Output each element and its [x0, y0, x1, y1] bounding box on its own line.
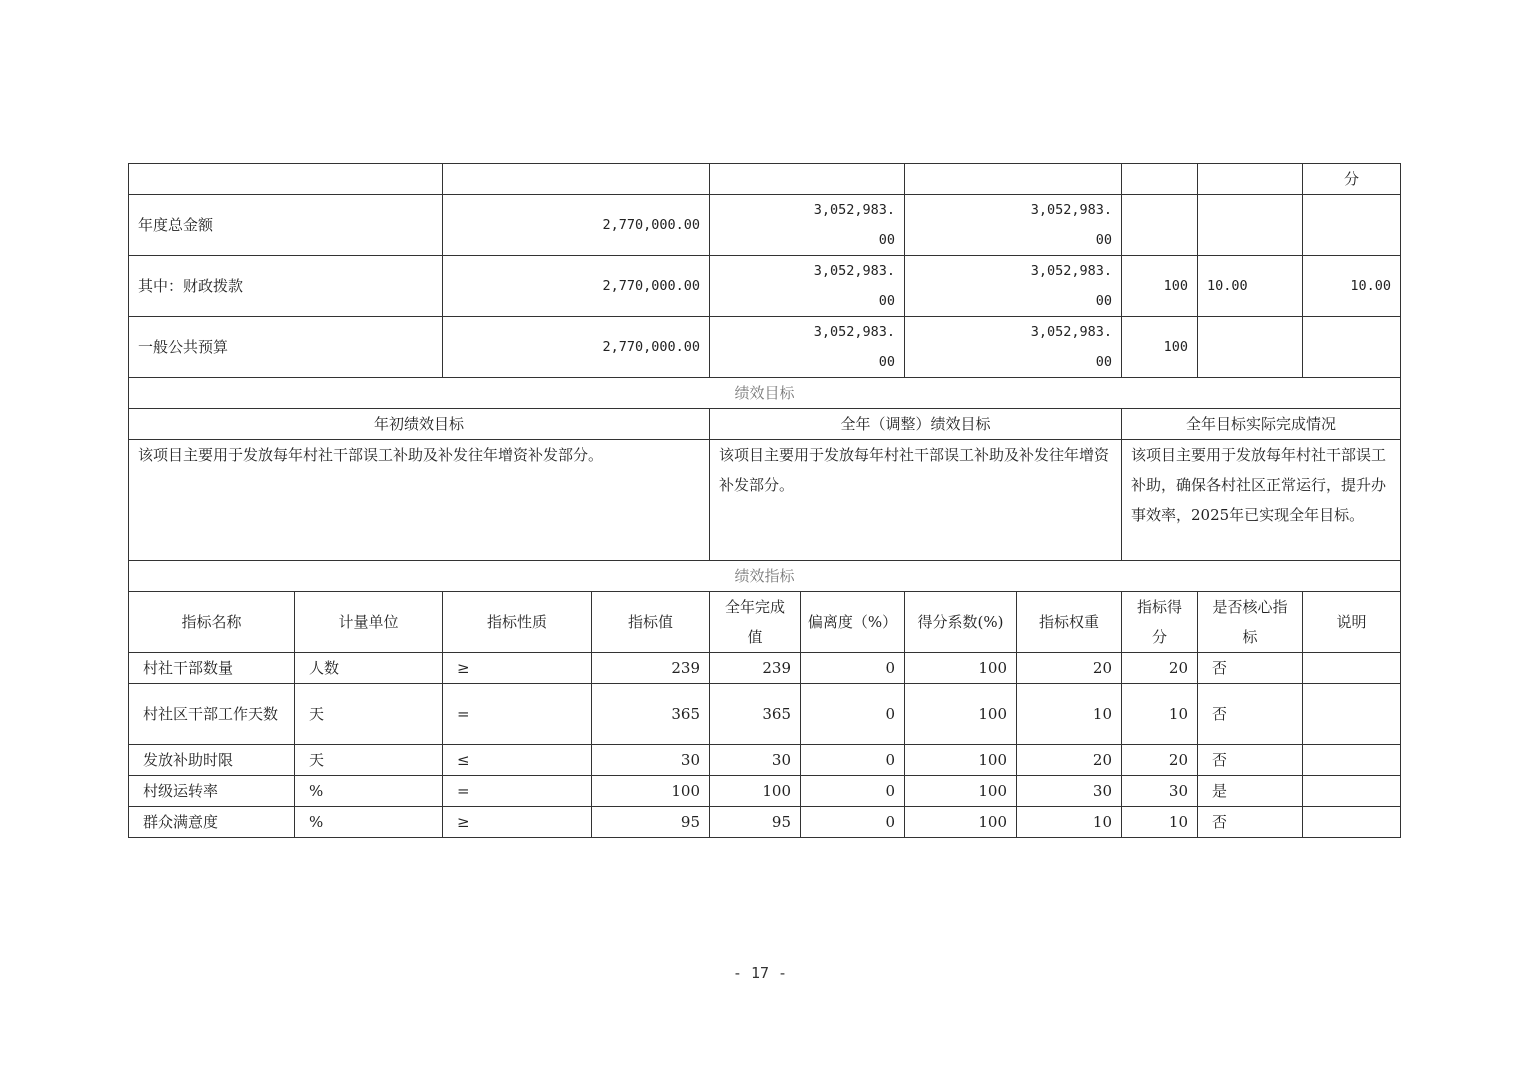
- budget-executed-line1: 3,052,983.: [1030, 263, 1112, 279]
- goals-content-row: [129, 440, 1401, 561]
- indicator-target: 239: [592, 653, 710, 684]
- indicator-weight: 20: [1017, 745, 1122, 776]
- indicator-target: 95: [592, 807, 710, 838]
- indicator-core: 否: [1198, 653, 1303, 684]
- budget-header-cell: [1122, 164, 1198, 195]
- budget-executed: [905, 317, 1122, 378]
- indicator-unit: 人数: [295, 653, 443, 684]
- budget-header-score: 分: [1303, 164, 1401, 195]
- budget-row-general: [129, 317, 1401, 378]
- indicators-section-title: 绩效指标: [129, 561, 1401, 592]
- indicator-header-target: 指标值: [592, 592, 710, 653]
- budget-executed-line2: 00: [1095, 293, 1112, 309]
- budget-row-fiscal: [129, 256, 1401, 317]
- indicator-note: [1303, 653, 1401, 684]
- indicator-name: 村社区干部工作天数: [129, 684, 295, 745]
- budget-adjusted-line2: 00: [878, 293, 895, 309]
- indicator-actual: 100: [710, 776, 801, 807]
- budget-weight: 10.00: [1198, 256, 1303, 317]
- budget-row-total: [129, 195, 1401, 256]
- budget-initial: 2,770,000.00: [443, 256, 710, 317]
- indicator-unit: %: [295, 776, 443, 807]
- indicator-header-note: 说明: [1303, 592, 1401, 653]
- indicator-coef: 100: [905, 807, 1017, 838]
- indicator-header-unit: 计量单位: [295, 592, 443, 653]
- indicators-section-row: [129, 561, 1401, 592]
- budget-executed: [905, 256, 1122, 317]
- indicator-deviation: 0: [801, 653, 905, 684]
- page-number: - 17 -: [732, 964, 788, 982]
- budget-executed: [905, 195, 1122, 256]
- budget-score: 10.00: [1303, 256, 1401, 317]
- indicator-unit: 天: [295, 745, 443, 776]
- table-row: [129, 745, 1401, 776]
- budget-header-cell: [129, 164, 443, 195]
- budget-label: 其中：财政拨款: [129, 256, 443, 317]
- indicator-target: 365: [592, 684, 710, 745]
- table-row: [129, 684, 1401, 745]
- indicator-header-score: 指标得分: [1122, 592, 1198, 653]
- indicator-weight: 30: [1017, 776, 1122, 807]
- indicator-target: 30: [592, 745, 710, 776]
- indicator-note: [1303, 807, 1401, 838]
- budget-initial: 2,770,000.00: [443, 317, 710, 378]
- indicator-coef: 100: [905, 684, 1017, 745]
- indicator-score: 10: [1122, 684, 1198, 745]
- budget-weight: [1198, 195, 1303, 256]
- goals-section-title: 绩效目标: [129, 378, 1401, 409]
- indicator-header-name: 指标名称: [129, 592, 295, 653]
- goals-actual-text: 该项目主要用于发放每年村社干部误工补助，确保各村社区正常运行，提升办事效率，2025年已实现全年目标。: [1122, 440, 1401, 561]
- goals-header-adjusted: 全年（调整）绩效目标: [710, 409, 1122, 440]
- budget-header-cell: [1198, 164, 1303, 195]
- indicator-weight: 10: [1017, 807, 1122, 838]
- table-row: [129, 807, 1401, 838]
- indicator-nature: ≥: [443, 653, 592, 684]
- budget-adjusted: [710, 256, 905, 317]
- indicator-note: [1303, 745, 1401, 776]
- indicator-nature: =: [443, 776, 592, 807]
- indicator-actual: 30: [710, 745, 801, 776]
- indicator-weight: 20: [1017, 653, 1122, 684]
- budget-adjusted-line1: 3,052,983.: [813, 324, 895, 340]
- budget-rate: 100: [1122, 256, 1198, 317]
- budget-adjusted-line2: 00: [878, 232, 895, 248]
- indicator-unit: %: [295, 807, 443, 838]
- indicator-core: 否: [1198, 745, 1303, 776]
- budget-header-cell: [905, 164, 1122, 195]
- budget-executed-line1: 3,052,983.: [1030, 324, 1112, 340]
- indicator-note: [1303, 684, 1401, 745]
- performance-report-table: [128, 163, 1400, 838]
- goals-header-initial: 年初绩效目标: [129, 409, 710, 440]
- budget-header-row: [129, 164, 1401, 195]
- indicator-weight: 10: [1017, 684, 1122, 745]
- goals-section-row: [129, 378, 1401, 409]
- budget-label: 一般公共预算: [129, 317, 443, 378]
- goals-adjusted-text: 该项目主要用于发放每年村社干部误工补助及补发往年增资补发部分。: [710, 440, 1122, 561]
- indicator-coef: 100: [905, 776, 1017, 807]
- indicator-nature: ≥: [443, 807, 592, 838]
- indicator-actual: 95: [710, 807, 801, 838]
- indicator-nature: ≤: [443, 745, 592, 776]
- goals-header-actual: 全年目标实际完成情况: [1122, 409, 1401, 440]
- budget-header-cell: [710, 164, 905, 195]
- indicator-score: 10: [1122, 807, 1198, 838]
- indicator-name: 发放补助时限: [129, 745, 295, 776]
- budget-executed-line2: 00: [1095, 232, 1112, 248]
- budget-adjusted-line1: 3,052,983.: [813, 202, 895, 218]
- indicator-target: 100: [592, 776, 710, 807]
- indicator-header-nature: 指标性质: [443, 592, 592, 653]
- indicator-coef: 100: [905, 745, 1017, 776]
- budget-rate: 100: [1122, 317, 1198, 378]
- indicator-note: [1303, 776, 1401, 807]
- indicator-actual: 239: [710, 653, 801, 684]
- indicator-header-actual: 全年完成值: [710, 592, 801, 653]
- indicator-deviation: 0: [801, 807, 905, 838]
- indicator-deviation: 0: [801, 745, 905, 776]
- indicator-score: 20: [1122, 745, 1198, 776]
- budget-adjusted-line2: 00: [878, 354, 895, 370]
- budget-weight: [1198, 317, 1303, 378]
- indicator-nature: =: [443, 684, 592, 745]
- budget-score: [1303, 195, 1401, 256]
- budget-header-cell: [443, 164, 710, 195]
- budget-adjusted: [710, 195, 905, 256]
- budget-score: [1303, 317, 1401, 378]
- budget-executed-line2: 00: [1095, 354, 1112, 370]
- indicators-header-row: [129, 592, 1401, 653]
- indicator-name: 群众满意度: [129, 807, 295, 838]
- indicator-unit: 天: [295, 684, 443, 745]
- budget-adjusted-line1: 3,052,983.: [813, 263, 895, 279]
- goals-initial-text: 该项目主要用于发放每年村社干部误工补助及补发往年增资补发部分。: [129, 440, 710, 561]
- indicator-actual: 365: [710, 684, 801, 745]
- indicator-header-core: 是否核心指标: [1198, 592, 1303, 653]
- indicator-deviation: 0: [801, 684, 905, 745]
- indicator-name: 村社干部数量: [129, 653, 295, 684]
- indicator-header-deviation: 偏离度（%）: [801, 592, 905, 653]
- indicator-core: 是: [1198, 776, 1303, 807]
- budget-initial: 2,770,000.00: [443, 195, 710, 256]
- indicator-name: 村级运转率: [129, 776, 295, 807]
- table-row: [129, 776, 1401, 807]
- indicator-deviation: 0: [801, 776, 905, 807]
- table-row: [129, 653, 1401, 684]
- budget-rate: [1122, 195, 1198, 256]
- goals-header-row: [129, 409, 1401, 440]
- indicator-score: 30: [1122, 776, 1198, 807]
- budget-executed-line1: 3,052,983.: [1030, 202, 1112, 218]
- budget-adjusted: [710, 317, 905, 378]
- indicator-core: 否: [1198, 684, 1303, 745]
- indicator-header-coef: 得分系数(%): [905, 592, 1017, 653]
- indicator-core: 否: [1198, 807, 1303, 838]
- indicator-coef: 100: [905, 653, 1017, 684]
- indicator-header-weight: 指标权重: [1017, 592, 1122, 653]
- indicator-score: 20: [1122, 653, 1198, 684]
- budget-label: 年度总金额: [129, 195, 443, 256]
